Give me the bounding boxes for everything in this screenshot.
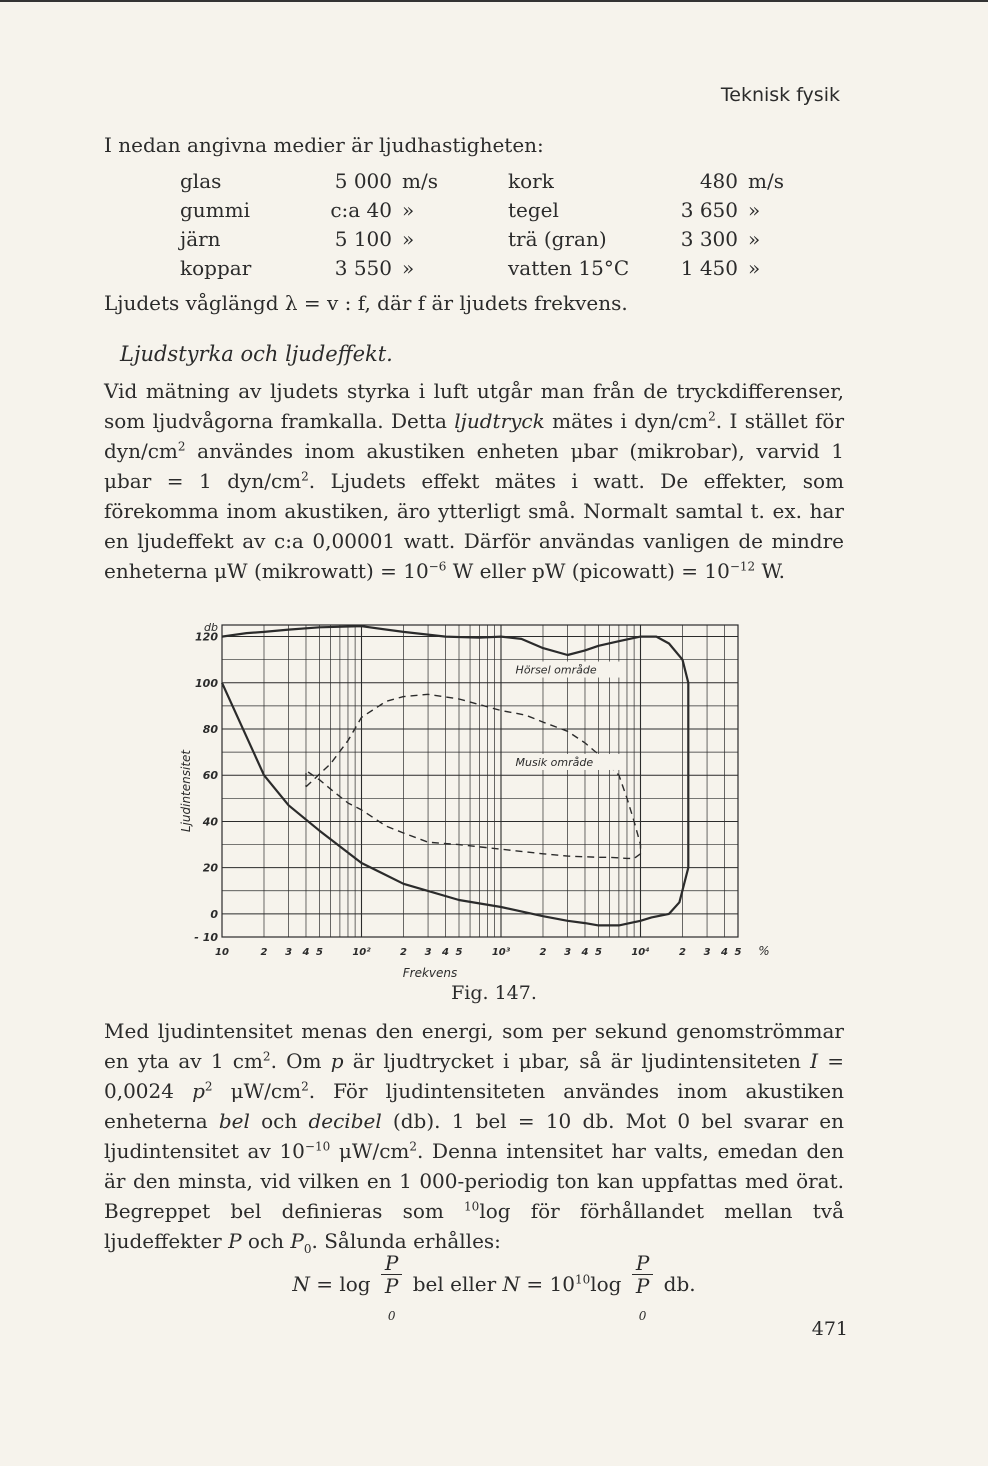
figure-caption: Fig. 147. [451, 982, 537, 1004]
top-rule [0, 0, 988, 2]
paragraph-sound-strength: Vid mätning av ljudets styrka i luft utgår man från de tryckdifferenser, som ljudvågorna framkalla. Detta ljudtryck mätes i dyn/$cm^2$. I stället för dyn/$cm^2$ användes inom akustiken enheten μbar (mikrobar), varvid 1 μbar = 1 dyn/$cm^2$. Ljudets effekt mätes i watt. De effekter, som förekomma inom akustiken, äro ytterligt små. Normalt samtal t. ex. har en ljudeffekt av c:a 0,00001 watt. Därför användas vanligen de mindre enheterna μW (mikrowatt) = $10^{-6}$ W eller pW (picowatt) = $10^{-12}$ W. [104, 379, 845, 583]
x-tick-label: 3 [564, 947, 572, 958]
speed-row [180, 224, 784, 253]
x-tick-label: 2 [679, 947, 686, 958]
x-tick-label: 5 [595, 947, 602, 958]
y-tick-label: 120 [195, 630, 218, 644]
chart-frame [222, 625, 738, 937]
speed-cell: » [402, 226, 415, 251]
x-unit-label: % [758, 944, 770, 958]
speed-row [180, 253, 784, 282]
paragraph-intensity: Med ljudintensitet menas den energi, som per sekund genomströmmar en yta av 1 $cm^2$. Om p är ljudtrycket i μbar, så är ljudintensiteten I = 0,0024 $p^2$ $\mu W/cm^2$. För ljudintensiteten användes inom akustiken enheterna bel och decibel (db). 1 bel = 10 db. Mot 0 bel svarar en ljudintensitet av $10^{-10}$ $\mu W/cm^2$. Denna intensitet har valts, emedan den är den minsta, vid vilken en 1 000-periodig ton kan uppfattas med örat. Begreppet bel definieras som $^{10}$log för förhållandet mellan två ljudeffekter P och $P_0$. Sålunda erhålles: [104, 1019, 845, 1256]
speed-cell: » [402, 197, 415, 222]
x-tick-label: 2 [400, 947, 407, 958]
figure-147-chart [160, 615, 800, 985]
speed-cell: 3 550 [334, 255, 392, 280]
running-header: Teknisk fysik [720, 84, 840, 106]
speed-cell: » [748, 255, 761, 280]
y-tick-label: - 10 [194, 931, 218, 944]
section-title: Ljudstyrka och ljudeffekt. [120, 342, 393, 366]
speed-cell: 1 450 [680, 255, 738, 280]
speed-cell: 3 650 [680, 197, 738, 222]
x-tick-label: 5 [734, 947, 742, 958]
x-tick-label: 3 [703, 947, 711, 958]
formula-bel: N = log P P $_0$ bel eller $N = 10^{10}\log$ P P $_0$ db. [292, 1251, 696, 1323]
speed-cell: trä (gran) [508, 226, 607, 251]
speed-cell: » [402, 255, 415, 280]
x-tick-label: 3 [285, 947, 293, 958]
wavelength-line: Ljudets våglängd λ = v : f, där f är ljudets frekvens. [104, 291, 628, 315]
speed-cell: kork [508, 168, 554, 193]
x-tick-label: 3 [424, 947, 432, 958]
speed-cell: m/s [748, 168, 784, 193]
speed-cell: m/s [402, 168, 438, 193]
speed-cell: 5 000 [334, 168, 392, 193]
y-tick-label: 40 [202, 815, 218, 829]
speed-row [180, 195, 784, 224]
hearing-area-label: Hörsel område [515, 663, 597, 677]
x-tick-label: 4 [302, 947, 310, 958]
x-tick-label: 2 [260, 947, 268, 958]
music-area-curve [306, 694, 641, 858]
x-tick-label: 5 [316, 947, 323, 958]
y-tick-label: 0 [210, 907, 218, 921]
x-tick-label: 4 [581, 947, 589, 958]
speed-cell: c:a 40 [330, 197, 392, 222]
speed-table [180, 166, 784, 282]
intro-line: I nedan angivna medier är ljudhastigheten: [104, 133, 544, 157]
y-tick-label: 80 [202, 723, 218, 736]
speed-cell: 5 100 [334, 226, 392, 251]
speed-row [180, 166, 784, 195]
speed-cell: gummi [180, 197, 251, 222]
speed-cell: tegel [508, 197, 559, 222]
y-unit-label: db [204, 621, 218, 634]
y-tick-label: 20 [202, 861, 218, 875]
speed-cell: järn [180, 226, 221, 251]
x-tick-label: 4 [720, 947, 728, 958]
speed-cell: 480 [699, 168, 738, 193]
x-tick-label: 10 [215, 947, 229, 958]
y-axis-label: Ljudintensitet [179, 749, 193, 833]
music-area-label: Musik område [515, 755, 594, 769]
x-tick-label: 4 [442, 947, 449, 958]
x-tick-label: 10² [352, 947, 371, 958]
speed-cell: » [748, 226, 761, 251]
y-tick-label: 60 [202, 769, 218, 783]
x-axis-label: Frekvens [402, 966, 458, 980]
speed-cell: glas [180, 168, 222, 193]
x-tick-label: 5 [455, 947, 463, 958]
page-number: 471 [811, 1318, 848, 1340]
speed-cell: vatten 15°C [508, 255, 630, 280]
speed-cell: » [748, 197, 761, 222]
x-tick-label: 10³ [491, 947, 511, 958]
speed-cell: koppar [180, 255, 252, 280]
x-tick-label: 10⁴ [631, 947, 650, 958]
y-tick-label: 100 [195, 676, 218, 690]
x-tick-label: 2 [539, 947, 547, 958]
speed-cell: 3 300 [680, 226, 738, 251]
